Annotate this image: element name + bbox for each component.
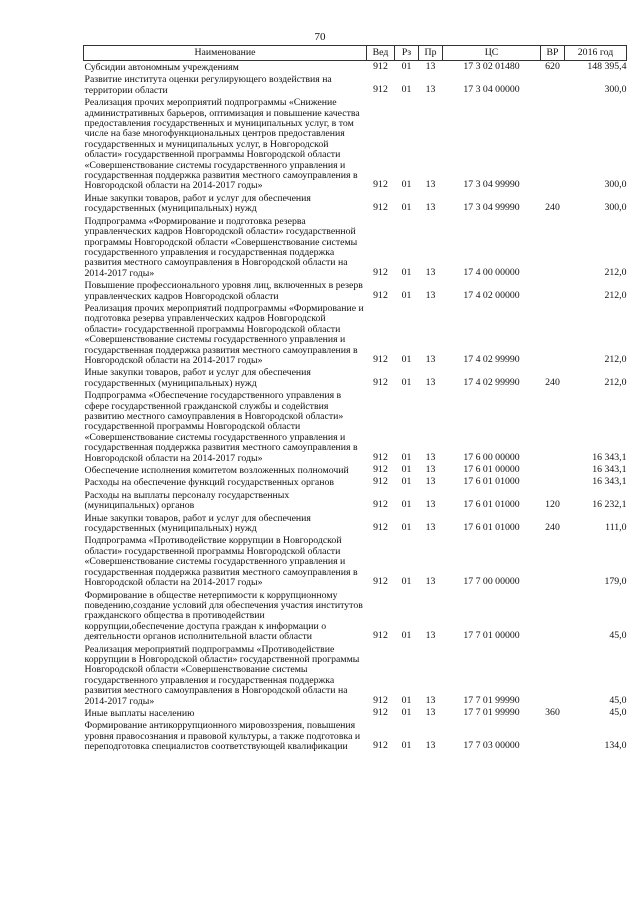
- row-name: Расходы на обеспечение функций государственных органов: [84, 477, 335, 489]
- row-name: Реализация мероприятий подпрограммы «Противодействие коррупции в Новгородской области» государственной программы Новгородской области «Совершенствование системы государственного управления и государственная поддержка развития местного самоуправления в Новгородской области на 2014-2017 годы»: [84, 643, 360, 707]
- row-amount: 45,0: [609, 706, 627, 718]
- row-vr: [541, 215, 565, 279]
- row-name: Иные выплаты населению: [84, 707, 195, 719]
- row-vr: 360: [545, 706, 560, 718]
- row-ved: 912: [373, 289, 388, 301]
- row-rz: 01: [401, 630, 412, 642]
- row-rz: 01: [401, 740, 412, 752]
- row-rz: 01: [401, 266, 412, 278]
- row-name: Подпрограмма «Формирование и подготовка резерва управленческих кадров Новгородской области» государственной программы Новгородской области «Совершенствование системы государственного управления и государственная поддержка развития местного самоуправления в Новгородской области на 2014-2017 годы»: [84, 215, 358, 279]
- row-name: Формирование антикоррупционного мировоззрения, повышения уровня правосознания и правовой культуры, а также подготовка и переподготовка специалистов соответствующей квалификации: [84, 720, 361, 753]
- row-pr: 13: [425, 499, 436, 511]
- row-ved: 912: [373, 694, 388, 706]
- row-amount: 111,0: [605, 522, 627, 534]
- row-vr: [541, 476, 565, 488]
- row-name: Развитие института оценки регулирующего воздействия на территории области: [84, 74, 332, 96]
- row-pr: 13: [425, 522, 436, 534]
- row-amount: 16 343,1: [592, 464, 627, 476]
- row-rz: 01: [401, 476, 412, 488]
- row-vr: 240: [545, 522, 560, 534]
- row-cs: 17 4 02 99990: [463, 376, 520, 388]
- row-ved: 912: [373, 451, 388, 463]
- row-cs: 17 4 00 00000: [463, 266, 520, 278]
- row-rz: 01: [401, 376, 412, 388]
- row-cs: 17 7 01 99990: [463, 706, 520, 718]
- row-amount: 300,0: [604, 83, 627, 95]
- table-row: [84, 534, 627, 588]
- header-name: Наименование: [84, 46, 367, 61]
- row-pr: 13: [425, 464, 436, 476]
- row-amount: 16 343,1: [592, 476, 627, 488]
- row-cs: 17 6 00 00000: [463, 451, 520, 463]
- row-name: Повышение профессионального уровня лиц, включенных в резерв управленческих кадров Новгородской области: [84, 280, 363, 302]
- page-number: 70: [314, 31, 326, 43]
- table-row: [84, 489, 627, 512]
- table-row: [84, 476, 627, 488]
- row-vr: [541, 73, 565, 96]
- row-vr: [541, 719, 565, 752]
- table-row: [84, 643, 627, 707]
- table-row: [84, 302, 627, 366]
- header-vr: ВР: [541, 46, 565, 61]
- row-ved: 912: [373, 353, 388, 365]
- row-amount: 212,0: [604, 376, 627, 388]
- row-cs: 17 7 01 99990: [463, 694, 520, 706]
- row-pr: 13: [425, 694, 436, 706]
- row-cs: 17 7 03 00000: [463, 740, 520, 752]
- row-vr: [541, 534, 565, 588]
- row-rz: 01: [401, 706, 412, 718]
- row-pr: 13: [425, 83, 436, 95]
- row-name: Обеспечение исполнения комитетом возложенных полномочий: [84, 465, 349, 477]
- row-pr: 13: [425, 740, 436, 752]
- row-name: Иные закупки товаров, работ и услуг для обеспечения государственных (муниципальных) нужд: [84, 512, 311, 535]
- header-cs: ЦС: [443, 46, 541, 61]
- table-row: [84, 279, 627, 302]
- row-vr: 240: [545, 376, 560, 388]
- row-rz: 01: [401, 451, 412, 463]
- row-vr: [541, 464, 565, 476]
- row-pr: 13: [425, 706, 436, 718]
- row-vr: [541, 96, 565, 192]
- table-row: [84, 215, 627, 279]
- table-row: [84, 96, 627, 192]
- row-ved: 912: [373, 179, 388, 191]
- row-amount: 148 395,4: [587, 61, 627, 72]
- row-name: Реализация прочих мероприятий подпрограммы «Формирование и подготовка резерва управленческих кадров Новгородской области» государственной программы Новгородской области «Совершенствование системы государственного управления и государственная поддержка развития местного самоуправления в Новгородской области на 2014-2017 годы»: [84, 302, 364, 366]
- row-rz: 01: [401, 499, 412, 511]
- row-name: Расходы на выплаты персоналу государственных (муниципальных) органов: [84, 489, 290, 512]
- row-rz: 01: [401, 289, 412, 301]
- row-ved: 912: [373, 499, 388, 511]
- row-ved: 912: [373, 576, 388, 588]
- row-amount: 45,0: [609, 630, 627, 642]
- row-rz: 01: [401, 694, 412, 706]
- row-cs: 17 7 00 00000: [463, 576, 520, 588]
- row-pr: 13: [425, 451, 436, 463]
- row-pr: 13: [425, 179, 436, 191]
- row-vr: 240: [545, 202, 560, 214]
- row-name: Формирование в обществе нетерпимости к коррупционному поведению,создание условий для обеспечения участия институтов гражданского общества в противодействии коррупции,обеспечение доступа граждан к информации о деятельности органов исполнительной власти области: [84, 589, 363, 643]
- row-pr: 13: [425, 202, 436, 214]
- row-name: Иные закупки товаров, работ и услуг для обеспечения государственных (муниципальных) нужд: [84, 192, 311, 215]
- row-rz: 01: [401, 464, 412, 476]
- row-ved: 912: [373, 630, 388, 642]
- table-row: [84, 589, 627, 643]
- row-cs: 17 3 02 01480: [463, 61, 520, 72]
- row-ved: 912: [373, 266, 388, 278]
- row-cs: 17 3 04 99990: [463, 179, 520, 191]
- row-vr: [541, 643, 565, 707]
- row-ved: 912: [373, 522, 388, 534]
- table-row: [84, 366, 627, 389]
- row-cs: 17 3 04 99990: [463, 202, 520, 214]
- row-cs: 17 6 01 01000: [463, 522, 520, 534]
- row-name: Субсидии автономным учреждениям: [84, 62, 239, 73]
- table-body: [84, 61, 627, 753]
- row-pr: 13: [425, 353, 436, 365]
- row-vr: 620: [545, 61, 560, 72]
- row-vr: [541, 389, 565, 464]
- row-pr: 13: [425, 476, 436, 488]
- row-rz: 01: [401, 202, 412, 214]
- row-ved: 912: [373, 464, 388, 476]
- row-rz: 01: [401, 576, 412, 588]
- row-ved: 912: [373, 376, 388, 388]
- row-vr: 120: [545, 499, 560, 511]
- header-amount: 2016 год: [565, 46, 627, 61]
- row-pr: 13: [425, 266, 436, 278]
- table-row: [84, 389, 627, 464]
- row-ved: 912: [373, 61, 388, 72]
- row-cs: 17 3 04 00000: [463, 83, 520, 95]
- table-row: [84, 512, 627, 535]
- row-amount: 16 232,1: [592, 499, 627, 511]
- row-cs: 17 4 02 99990: [463, 353, 520, 365]
- row-ved: 912: [373, 740, 388, 752]
- row-amount: 45,0: [609, 694, 627, 706]
- row-pr: 13: [425, 376, 436, 388]
- row-amount: 300,0: [604, 179, 627, 191]
- row-rz: 01: [401, 179, 412, 191]
- row-name: Подпрограмма «Противодействие коррупции в Новгородской области» государственной программы Новгородской области «Совершенствование системы государственного управления и государственная поддержка развития местного самоуправления в Новгородской области на 2014-2017 годы»: [84, 535, 358, 589]
- row-rz: 01: [401, 83, 412, 95]
- budget-table: [83, 45, 627, 753]
- table-row: [84, 73, 627, 96]
- row-amount: 212,0: [604, 266, 627, 278]
- row-vr: [541, 302, 565, 366]
- header-ved: Вед: [367, 46, 395, 61]
- row-cs: 17 6 01 01000: [463, 476, 520, 488]
- row-cs: 17 4 02 00000: [463, 289, 520, 301]
- row-rz: 01: [401, 61, 412, 72]
- table-header: [84, 46, 627, 61]
- row-pr: 13: [425, 289, 436, 301]
- table-row: [84, 61, 627, 74]
- row-amount: 16 343,1: [592, 451, 627, 463]
- row-ved: 912: [373, 476, 388, 488]
- table-row: [84, 192, 627, 215]
- row-amount: 179,0: [604, 576, 627, 588]
- row-name: Реализация прочих мероприятий подпрограммы «Снижение административных барьеров, оптимизация и повышение качества предоставления государственных и муниципальных услуг, в том числе на базе многофункциональных центров предоставления государственных и муниципальных услуг, в Новгородской области» государственной программы Новгородской области «Совершенствование системы государственного управления и государственная поддержка развития местного самоуправления в Новгородской области на 2014-2017 годы»: [84, 97, 360, 192]
- row-cs: 17 6 01 00000: [463, 464, 520, 476]
- row-ved: 912: [373, 706, 388, 718]
- row-rz: 01: [401, 353, 412, 365]
- row-ved: 912: [373, 83, 388, 95]
- header-rz: Рз: [395, 46, 419, 61]
- row-pr: 13: [425, 61, 436, 72]
- row-ved: 912: [373, 202, 388, 214]
- row-cs: 17 7 01 00000: [463, 630, 520, 642]
- row-pr: 13: [425, 576, 436, 588]
- row-amount: 212,0: [604, 289, 627, 301]
- row-vr: [541, 279, 565, 302]
- table-row: [84, 464, 627, 476]
- row-rz: 01: [401, 522, 412, 534]
- header-pr: Пр: [419, 46, 443, 61]
- row-amount: 300,0: [604, 202, 627, 214]
- row-vr: [541, 589, 565, 643]
- row-amount: 212,0: [604, 353, 627, 365]
- table-row: [84, 707, 627, 719]
- row-name: Подпрограмма «Обеспечение государственного управления в сфере государственной гражданской службы и содействия развитию местного самоуправления в Новгородской области» государственной программы Новгородской области «Совершенствование системы государственного управления и государственная поддержка развития местного самоуправления в Новгородской области на 2014-2017 годы»: [84, 390, 358, 464]
- table-row: [84, 719, 627, 752]
- row-name: Иные закупки товаров, работ и услуг для обеспечения государственных (муниципальных) нужд: [84, 367, 311, 389]
- row-cs: 17 6 01 01000: [463, 499, 520, 511]
- row-pr: 13: [425, 630, 436, 642]
- row-amount: 134,0: [604, 740, 627, 752]
